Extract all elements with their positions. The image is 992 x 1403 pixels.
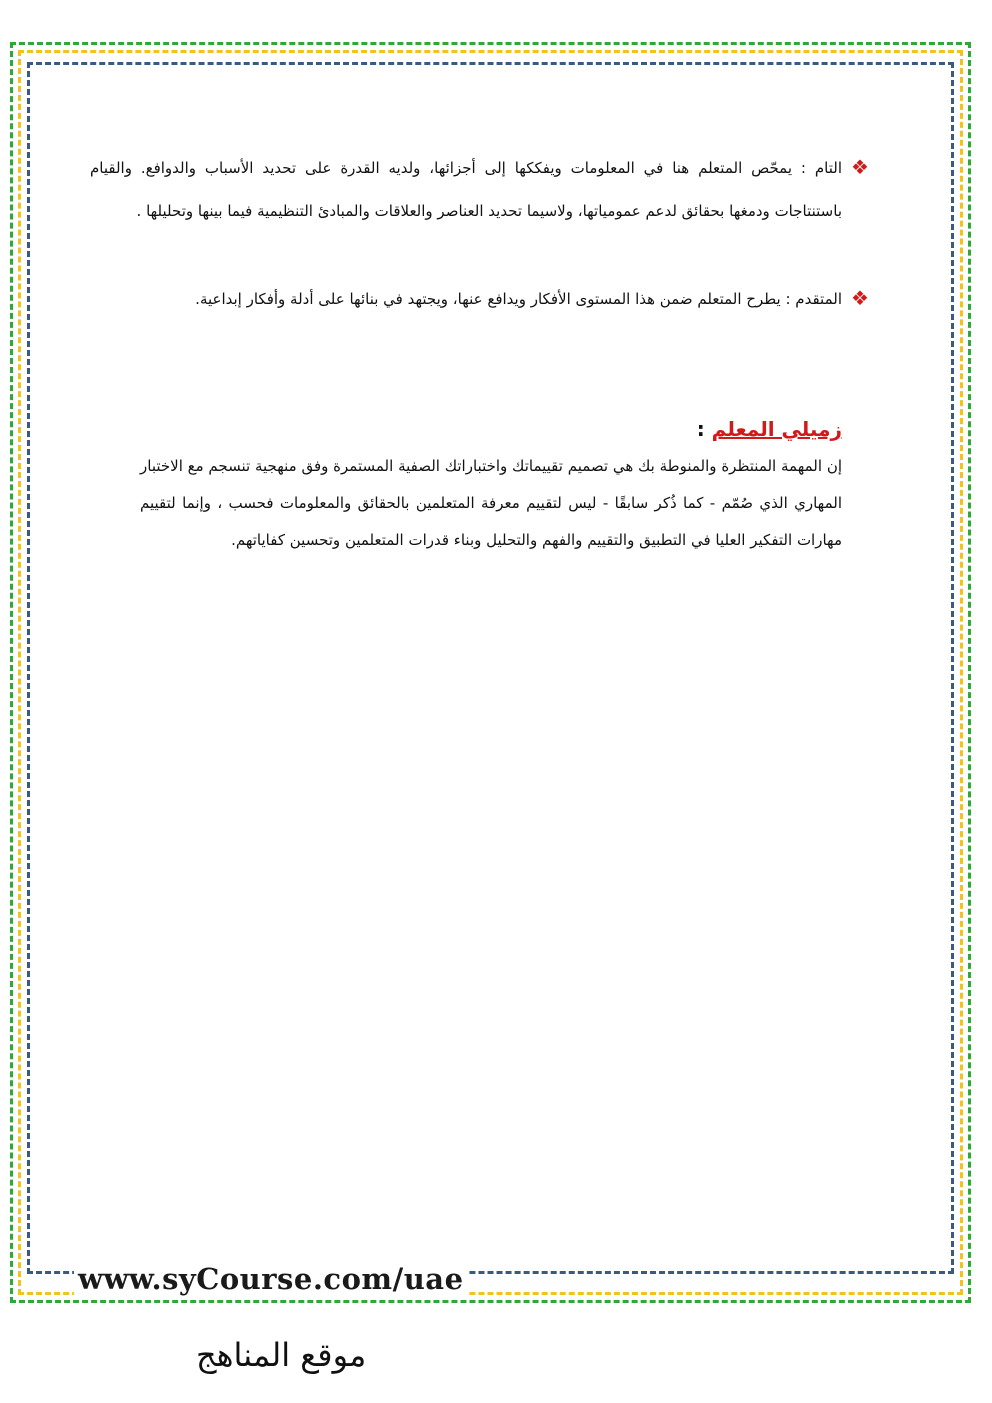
diamond-bullet-icon: ❖ bbox=[851, 155, 869, 179]
bullet-text: المتقدم : يطرح المتعلم ضمن هذا المستوى الأفكار ويدافع عنها، ويجتهد في بنائها على أدلة وأفكار إبداعية. bbox=[195, 290, 842, 308]
diamond-bullet-icon: ❖ bbox=[851, 286, 869, 310]
teacher-note-body: إن المهمة المنتظرة والمنوطة بك هي تصميم تقييماتك واختباراتك الصفية المستمرة وفق منهجية تنسجم مع الاختبار المهاري الذي صُمّم - كما ذُكر سابقًا - ليس لتقييم معرفة المتعلمين بالحقائق والمعلومات فحسب ، وإنما لتقييم مهارات التفكير العليا في التطبيق والتقييم والفهم والتحليل وبناء قدرات المتعلمين وتحسين كفاياتهم. bbox=[140, 457, 842, 549]
bullet-list bbox=[90, 155, 872, 325]
teacher-note-title: زميلي المعلم bbox=[711, 417, 842, 441]
teacher-note-section bbox=[90, 414, 872, 614]
footer-url: www.syCourse.com/uae bbox=[74, 1262, 468, 1296]
bullet-text: التام : يمحّص المتعلم هنا في المعلومات ويفككها إلى أجزائها، ولديه القدرة على تحديد الأسباب والدوافع. والقيام باستنتاجات ودمغها بحقائق لدعم عمومياتها، ولاسيما تحديد العناصر والعلاقات والمبادئ التنظيمية فيما بينها وتحليلها . bbox=[90, 159, 842, 220]
teacher-note-heading bbox=[697, 414, 842, 444]
teacher-note-colon: : bbox=[696, 417, 705, 441]
footer-site-name: موقع المناهج bbox=[196, 1336, 367, 1374]
